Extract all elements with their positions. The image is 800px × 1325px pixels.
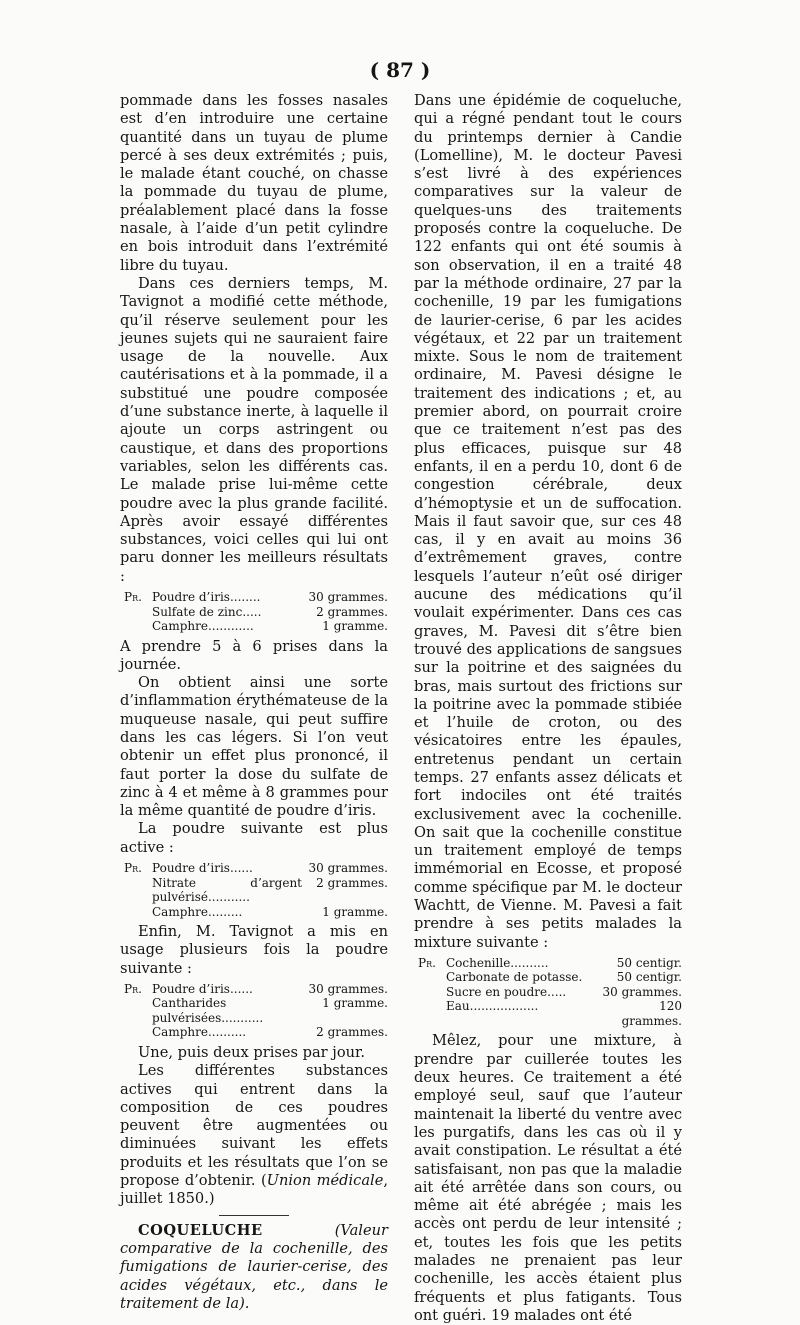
rx-prefix: Pr. [124, 981, 142, 996]
rx-quantity: 30 grammes. [602, 984, 682, 999]
paragraph: Enfin, M. Tavignot a mis en usage plusieurs fois la poudre suivante : [120, 923, 388, 977]
rx-ingredient: Sucre en poudre..... [446, 984, 567, 999]
page-number: ( 87 ) [369, 58, 431, 82]
prescription-line [124, 1025, 388, 1040]
rx-quantity: 50 centigr. [616, 955, 682, 970]
right-column [414, 92, 682, 1325]
prescription-3 [124, 982, 388, 1040]
prescription-4 [418, 956, 682, 1029]
rx-quantity: 2 grammes. [316, 875, 388, 890]
prescription-line [124, 590, 388, 605]
prescription-line [124, 905, 388, 920]
rx-quantity: 120 grammes. [621, 999, 682, 1028]
rx-ingredient: Camphre.......... [152, 1025, 247, 1040]
prescription-line [418, 999, 682, 1028]
prescription-line [124, 619, 388, 634]
rx-ingredient: Carbonate de potasse. [446, 970, 583, 985]
prescription-line [124, 605, 388, 620]
rx-prefix [418, 999, 446, 1028]
rx-quantity: 50 centigr. [616, 970, 682, 985]
rx-ingredient: Poudre d’iris...... [152, 981, 253, 996]
rx-ingredient: Cochenille.......... [446, 955, 549, 970]
rx-quantity: 1 gramme. [322, 904, 388, 919]
rx-quantity: 2 grammes. [316, 1025, 388, 1040]
rx-prefix [124, 876, 152, 905]
paragraph: Mêlez, pour une mixture, à prendre par cuillerée toutes les deux heures. Ce traitement a été employé seul, sauf que l’auteur maintenait la liberté du ventre avec les purgatifs, dans les cas où il y avait constipation. Le résultat a été satisfaisant, non pas que la maladie ait été arrêtée dans son cours, ou même ait été abrégée ; mais les accès ont perdu de leur intensité ; et, toutes les fois que les petits malades ne prenaient pas leur cochenille, les accès étaient plus fréquents et plus fatigants. Tous ont guéri. 19 malades ont été [414, 1032, 682, 1324]
prescription-line [124, 982, 388, 997]
rx-prefix [124, 996, 152, 1025]
rx-prefix [124, 1025, 152, 1040]
prescription-line [418, 985, 682, 1000]
section-subtitle: (Valeur comparative de la cochenille, des fumigations de laurier-cerise, des acides végétaux, etc., dans le traitement de la). [120, 1221, 388, 1312]
paragraph-text: , juillet 1850.) [120, 1172, 388, 1208]
rx-prefix [124, 619, 152, 634]
rx-quantity: 30 grammes. [308, 981, 388, 996]
rx-ingredient: Poudre d’iris........ [152, 590, 261, 605]
paragraph: Dans ces derniers temps, M. Tavignot a modifié cette méthode, qu’il réserve seulement pour les jeunes sujets qui ne sauraient faire usage de la nouvelle. Aux cautérisations et à la pommade, il a substitué une poudre composée d’une substance inerte, à laquelle il ajoute un corps astringent ou caustique, et dans des proportions variables, selon les différents cas. Le malade prise lui-même cette poudre avec la plus grande facilité. Après avoir essayé différentes substances, voici celles qui lui ont paru donner les meilleurs résultats : [120, 274, 388, 585]
prescription-line [124, 996, 388, 1025]
rx-prefix: Pr. [418, 955, 436, 970]
paragraph-text: Les différentes substances actives qui entrent dans la composition de ces poudres peuvent être augmentées ou diminuées suivant les effets produits et les résultats que l’on se propose d’obtenir. ( [120, 1062, 388, 1190]
section-heading [120, 1222, 388, 1313]
rx-ingredient: Poudre d’iris...... [152, 861, 253, 876]
paragraph: A prendre 5 à 6 prises dans la journée. [120, 637, 388, 673]
left-column [120, 92, 388, 1313]
rx-quantity: 30 grammes. [308, 590, 388, 605]
section-title: COQUELUCHE [138, 1221, 263, 1239]
paragraph: pommade dans les fosses nasales est d’en introduire une certaine quantité dans un tuyau de plume percé à ses deux extrémités ; puis, le malade étant couché, on chasse la pommade du tuyau de plume, préalablement placé dans la fosse nasale, à l’aide d’un petit cylindre en bois introduit dans l’extrémité libre du tuyau. [120, 92, 388, 274]
rx-quantity: 2 grammes. [316, 604, 388, 619]
prescription-2 [124, 861, 388, 919]
prescription-line [124, 876, 388, 905]
rx-ingredient: Camphre......... [152, 904, 243, 919]
rx-ingredient: Eau.................. [446, 999, 539, 1014]
paragraph: On obtient ainsi une sorte d’inflammation érythémateuse de la muqueuse nasale, qui peut suffire dans les cas légers. Si l’on veut obtenir un effet plus prononcé, il faut porter la dose du sulfate de zinc à 4 et même à 8 grammes pour la même quantité de poudre d’iris. [120, 674, 388, 820]
rx-quantity: 30 grammes. [308, 861, 388, 876]
rx-prefix: Pr. [124, 861, 142, 876]
rx-prefix [418, 970, 446, 985]
paragraph: Dans une épidémie de coqueluche, qui a régné pendant tout le cours du printemps dernier à Candie (Lomelline), M. le docteur Pavesi s’est livré à des expériences comparatives sur la valeur de quelques-uns des traitements proposés contre la coqueluche. De 122 enfants qui ont été soumis à son observation, il en a traité 48 par la méthode ordinaire, 27 par la cochenille, 19 par les fumigations de laurier-cerise, 6 par les acides végétaux, et 22 par un traitement mixte. Sous le nom de traitement ordinaire, M. Pavesi désigne le traitement des indications ; et, au premier abord, on pourrait croire que ce traitement n’est pas des plus efficaces, puisque sur 48 enfants, il en a perdu 10, dont 6 de congestion cérébrale, deux d’hémoptysie et un de suffocation. Mais il faut savoir que, sur ces 48 cas, il y en avait au moins 36 d’extrêmement graves, contre lesquels l’auteur n’eût osé diriger aucune des médications qu’il voulait expérimenter. Dans ces cas graves, M. Pavesi dit s’être bien trouvé des applications de sangsues sur la poitrine et des saignées du bras, mais surtout des frictions sur la poitrine avec la pommade stibiée et l’huile de croton, ou des vésicatoires entre les épaules, entretenus pendant un certain temps. 27 enfants assez délicats et fort indociles ont été traités exclusivement avec la cochenille. On sait que la cochenille constitue un traitement employé de temps immémorial en Ecosse, et proposé comme spécifique par M. le docteur Wachtt, de Vienne. M. Pavesi a fait prendre à ses petits malades la mixture suivante : [414, 92, 682, 951]
prescription-1 [124, 590, 388, 634]
rx-quantity: 1 gramme. [322, 996, 388, 1011]
rx-ingredient: Sulfate de zinc..... [152, 604, 262, 619]
rx-ingredient: Cantharides pulvérisées........... [152, 996, 264, 1025]
prescription-line [418, 970, 682, 985]
rx-prefix [418, 985, 446, 1000]
rx-prefix [124, 905, 152, 920]
paragraph: La poudre suivante est plus active : [120, 820, 388, 856]
source-citation: Union médicale [266, 1172, 384, 1190]
rx-prefix [124, 605, 152, 620]
rx-prefix: Pr. [124, 590, 142, 605]
paragraph: Une, puis deux prises par jour. [138, 1043, 366, 1061]
prescription-line [418, 956, 682, 971]
rx-ingredient: Camphre............ [152, 619, 254, 634]
prescription-line [124, 861, 388, 876]
rx-quantity: 1 gramme. [322, 619, 388, 634]
paragraph [120, 1062, 388, 1208]
section-divider [219, 1215, 289, 1216]
rx-ingredient: Nitrate d’argent pulvérisé........... [152, 875, 302, 905]
